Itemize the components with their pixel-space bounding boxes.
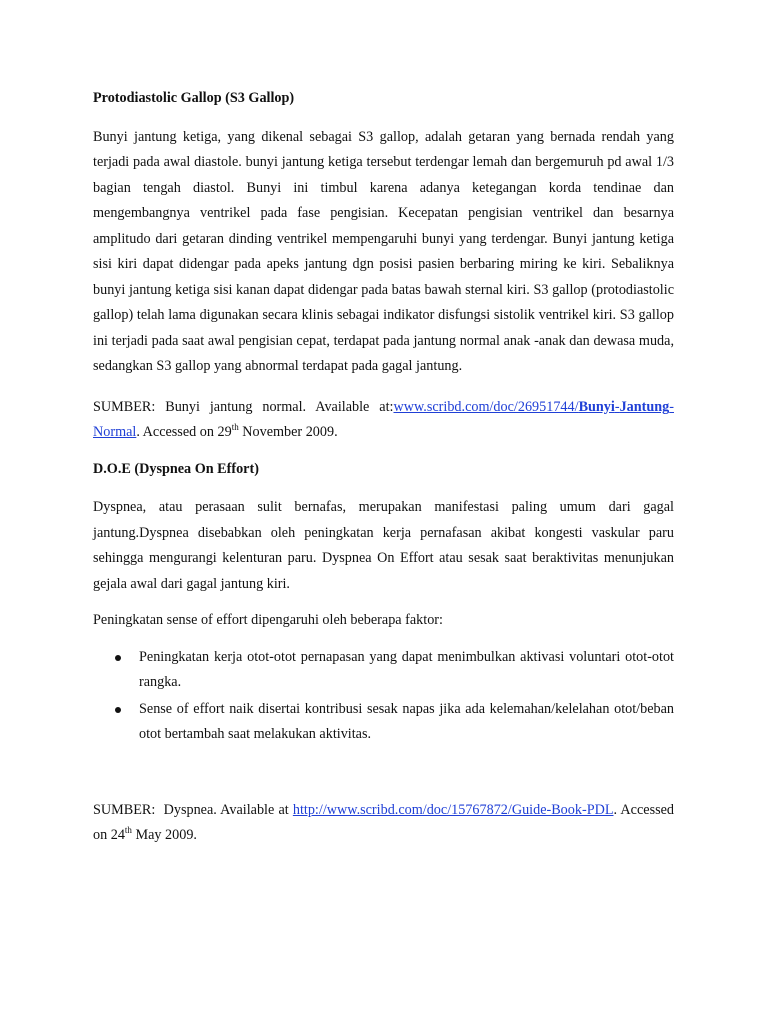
link-text: - [614, 398, 620, 415]
spacer [93, 749, 674, 798]
source-prefix: SUMBER: Dyspnea. Available at [93, 801, 293, 818]
bullet-icon [115, 707, 121, 713]
section-heading-s3-gallop: Protodiastolic Gallop (S3 Gallop) [93, 90, 295, 106]
document-body [93, 86, 674, 849]
accessed-date: May 2009. [131, 827, 197, 843]
link-text-bold: Jantung [619, 398, 670, 415]
section-heading-doe: D.O.E (Dyspnea On Effort) [93, 460, 259, 477]
ordinal-suffix: th [124, 825, 132, 835]
list-item [93, 645, 674, 696]
source-link-guide-book[interactable]: http://www.scribd.com/doc/15767872/Guide-Book-PDL [292, 801, 614, 818]
link-text-bold: Bunyi [578, 398, 615, 415]
ordinal-suffix: th [231, 422, 239, 432]
paragraph-dyspnea: Dyspnea, atau perasaan sulit bernafas, merupakan manifestasi paling umum dari gagal jantung.Dyspnea disebabkan oleh peningkatan kerja pernafasan akibat kongesti vaskular paru sehingga mengurangi kelenturan paru. Dyspnea On Effort atau sesak saat beraktivitas menunjukan gejala awal dari gagal jantung kiri. [93, 499, 674, 592]
list-item [93, 697, 674, 748]
accessed-date: November 2009. [238, 424, 338, 440]
list-item-text: Peningkatan kerja otot-otot pernapasan yang dapat menimbulkan aktivasi voluntari otot-otot rangka. [139, 648, 674, 690]
link-text: www.scribd.com/doc/26951744/ [393, 398, 579, 415]
list-item-text: Sense of effort naik disertai kontribusi sesak napas jika ada kelemahan/kelelahan otot/beban otot bertambah saat melakukan aktivitas. [139, 700, 674, 742]
factor-list [93, 645, 674, 748]
bullet-icon [115, 655, 121, 661]
paragraph-s3-gallop: Bunyi jantung ketiga, yang dikenal sebagai S3 gallop, adalah getaran yang bernada rendah yang terjadi pada awal diastole. bunyi jantung ketiga tersebut terdengar lemah dan bergemuruh pd awal 1/3 bagian tengah diastol. Bunyi ini timbul karena adanya ketegangan korda tendinae dan mengembangnya ventrikel pada fase pengisian. Kecepatan pengisian ventrikel dan besarnya amplitudo dari getaran dinding ventrikel mempengaruhi bunyi yang terdengar. Bunyi jantung ketiga sisi kiri dapat didengar pada apeks jantung dgn posisi pasien berbaring miring ke kiri. Sebaliknya bunyi jantung ketiga sisi kanan dapat didengar pada batas bawah sternal kiri. S3 gallop (protodiastolic gallop) telah lama digunakan secara klinis sebagai indikator disfungsi sistolik ventrikel kiri. S3 gallop ini terjadi pada saat awal pengisian cepat, terdapat pada jantung normal anak -anak dan dewasa muda, sedangkan S3 gallop yang abnormal terdapat pada gagal jantung. [93, 128, 674, 374]
accessed-text: . Accessed on 29 [136, 424, 232, 440]
link-text: -Normal [93, 398, 674, 440]
paragraph-sense-of-effort: Peningkatan sense of effort dipengaruhi oleh beberapa faktor: [93, 612, 443, 628]
source-citation-2 [93, 798, 674, 849]
accessed-text: . Accessed on 24 [93, 801, 674, 843]
source-citation-1 [93, 395, 674, 446]
source-prefix: SUMBER: Bunyi jantung normal. Available at: [93, 398, 394, 415]
